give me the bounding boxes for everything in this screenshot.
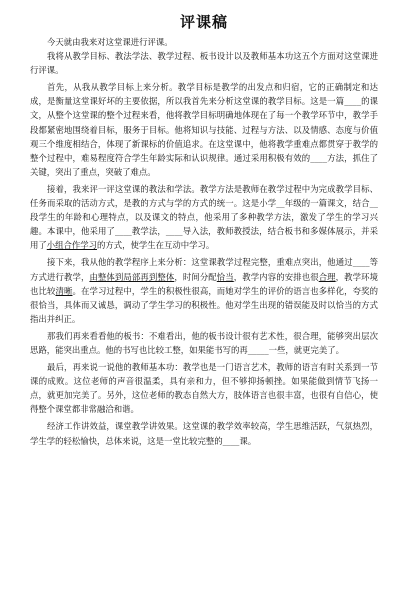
paragraph [30,35,378,49]
paragraph-text: 接着，我来评一评这堂课的教法和学法。教学方法是教师在教学过程中为完成教学目标、任务而采取的活动方式，是教的方式与学的方式的统一。这是小学__年级的一篇课文，结合__段学生的年龄和心理特点，以及课文的特点，他采用了多种教学方法，激发了学生的学习兴趣。本课中，他采用了____教学法，____导入法，教师教授法，结合板书和多媒体展示，并采用了 [30,183,378,251]
paragraph [30,255,378,325]
document-title: 评课稿 [179,13,228,31]
paragraph-text: 最后，再来说一说他的教师基本功：教学也是一门语言艺术，教师的语言有时关系到一节课的成败。这位老师的声音很温柔，具有亲和力，但不够抑扬顿挫。如果能做到情节飞扬一点，就更加完美了。另外，这位老师的教态自然大方，肢体语言也很丰富，也很有自信心，使得整个课堂都非常融洽和谐。 [30,362,378,415]
paragraph-text: 。在学习过程中，学生的积极性很高，而她对学生的评价的语言也多样化，夸奖的很恰当，具体而又诚恳，调动了学生学习的积极性。他对学生出现的错误能及时以恰当的方式指出并纠正。 [30,285,379,324]
paragraph-text: 那我们再来看看他的板书：不难看出，他的板书设计很有艺术性，很合理，能够突出层次思路，能突出重点。他的书写也比较工整，如果能书写的再_____一些，就更完美了。 [30,330,378,355]
underlined-text: 恰当 [216,271,234,282]
paragraph-text: 今天就由我来对这堂课进行评课。 [47,37,173,47]
paragraph-text: 接下来，我从他的教学程序上来分析：这堂课教学过程完整，重难点突出，他通过____等方式进行教学， [30,257,378,282]
paragraph-text: 首先，从我从教学目标上来分析。教学目标是教学的出发点和归宿，它的正确制定和达成，是衡量这堂课好坏的主要依据，所以我首先来分析这堂课的教学目标。这是一篇____的课文，从整个这堂课的整个过程来看，他将教学目标明确地体现在了每一个教学环节中，教学手段都紧密地围绕着目标，服务于目标。他将知识与技能、过程与方法、以及情感、态度与价值观三个维度相结合，体现了新课标的价值追求。在这堂课中，他将教学重难点都贯穿于教学的整个过程中，难易程度符合学生年龄实际和认识规律。通过采用积极有效的____方法，抓住了关键，突出了重点，突破了难点。 [30,82,378,177]
underlined-text: 由整体到局部再到整体 [89,271,175,282]
paragraph-text: 的方式，使学生在互动中学习。 [97,240,215,251]
paragraph-text: 我将从教学目标、教法学法、教学过程、板书设计以及教师基本功这五个方面对这堂课进行评课。 [30,51,378,76]
paragraph [30,360,378,416]
paragraph [30,182,378,252]
underlined-text: 清晰 [55,285,73,296]
paragraph-text: ，教学内容的安排也很 [233,271,319,282]
paragraph-text: 经济工作讲效益，课堂教学讲效果。这堂课的教学效率较高，学生思维活跃，气氛热烈，学生学的轻松愉快，总体来说，这是一堂比较完整的____课。 [30,421,378,446]
paragraph-text: ，时间分配 [174,271,217,282]
document-body [30,35,378,448]
paragraph [30,419,378,447]
underlined-text: 小组合作学习 [46,240,97,251]
paragraph [30,80,378,179]
paragraph-text: ，教学环境也比较 [30,271,379,296]
paragraph [30,329,378,357]
paragraph [30,49,378,77]
underlined-text: 合理 [318,271,336,282]
